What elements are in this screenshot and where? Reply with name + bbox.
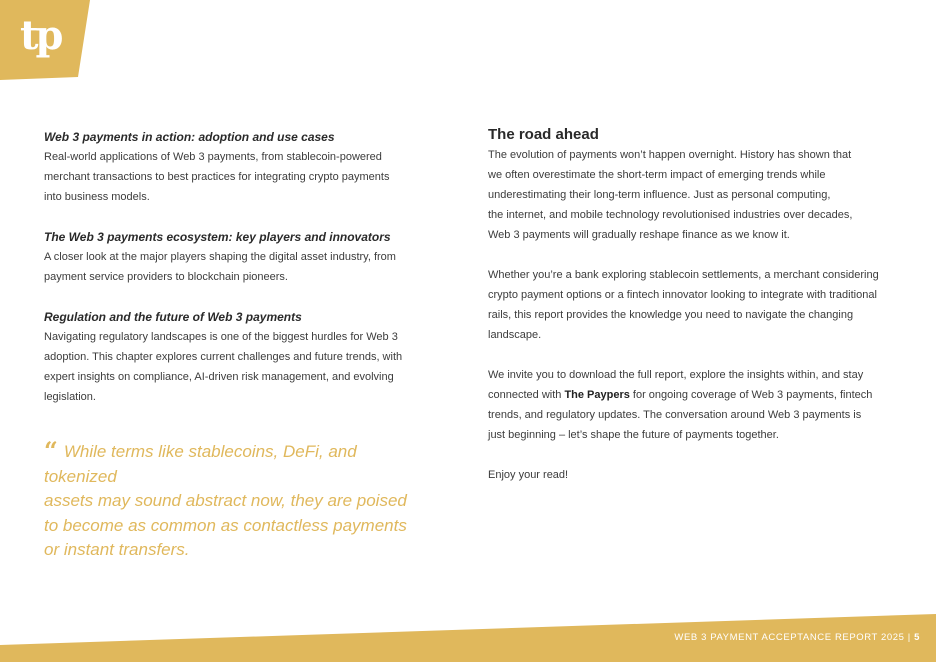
section-regulation — [44, 307, 424, 407]
page-number: 5 — [914, 632, 920, 643]
paragraph-line: trends, and regulatory updates. The conversation around Web 3 payments is — [488, 409, 862, 421]
pull-quote-line: assets may sound abstract now, they are poised — [44, 491, 407, 510]
paragraph-line: We invite you to download the full report, explore the insights within, and stay — [488, 369, 864, 381]
paragraph-line: crypto payment options or a fintech innovator looking to integrate with traditional — [488, 289, 877, 301]
paragraph-line: Whether you’re a bank exploring stablecoin settlements, a merchant considering — [488, 269, 879, 281]
pull-quote-line: or instant transfers. — [44, 540, 190, 559]
pull-quote-line: “ While terms like stablecoins, DeFi, and tokenized — [44, 436, 357, 486]
paragraph-line: landscape. — [488, 329, 542, 341]
paragraph-line: the internet, and mobile technology revolutionised industries over decades, — [488, 209, 853, 221]
pull-quote — [44, 436, 424, 563]
section-text-line: payment service providers to blockchain pioneers. — [44, 271, 288, 283]
paragraph-line: rails, this report provides the knowledge you need to navigate the changing — [488, 309, 854, 321]
section-text-line: Navigating regulatory landscapes is one of the biggest hurdles for Web 3 — [44, 331, 398, 343]
right-column — [488, 125, 898, 505]
paragraph-line: The evolution of payments won’t happen overnight. History has shown that — [488, 149, 852, 161]
section-text-line: into business models. — [44, 191, 150, 203]
brand-logo: tp — [20, 12, 61, 59]
paragraph-audience — [488, 265, 898, 345]
paragraph-invitation — [488, 365, 898, 445]
paragraph-line: connected with The Paypers for ongoing coverage of Web 3 payments, fintech — [488, 389, 873, 401]
footer-band — [0, 600, 936, 662]
left-column — [44, 127, 424, 563]
paragraph-line: underestimating their long-term influence. Just as personal computing, — [488, 189, 831, 201]
section-text-line: merchant transactions to best practices for integrating crypto payments — [44, 171, 390, 183]
section-adoption — [44, 127, 424, 207]
section-title-road-ahead: The road ahead — [488, 126, 599, 143]
paragraph-line: just beginning – let’s shape the future of payments together. — [488, 429, 779, 441]
section-text-line: adoption. This chapter explores current challenges and future trends, with — [44, 351, 403, 363]
footer-report-title: WEB 3 PAYMENT ACCEPTANCE REPORT 2025 | 5 — [674, 632, 920, 643]
paragraph-line: Web 3 payments will gradually reshape finance as we know it. — [488, 229, 790, 241]
closing-line: Enjoy your read! — [488, 469, 569, 481]
section-text-line: legislation. — [44, 391, 96, 403]
quote-mark-icon: “ — [44, 436, 58, 465]
section-heading: Web 3 payments in action: adoption and use cases — [44, 130, 335, 144]
brand-name: The Paypers — [564, 389, 630, 401]
section-ecosystem — [44, 227, 424, 287]
section-text-line: expert insights on compliance, AI-driven risk management, and evolving — [44, 371, 394, 383]
pull-quote-line: to become as common as contactless payments — [44, 515, 407, 535]
section-heading: The Web 3 payments ecosystem: key players and innovators — [44, 230, 391, 244]
section-heading: Regulation and the future of Web 3 payments — [44, 310, 302, 324]
paragraph-line: we often overestimate the short-term impact of emerging trends while — [488, 169, 826, 181]
section-text-line: Real-world applications of Web 3 payments, from stablecoin-powered — [44, 151, 382, 163]
paragraph-evolution — [488, 145, 898, 245]
section-text-line: A closer look at the major players shaping the digital asset industry, from — [44, 251, 396, 263]
